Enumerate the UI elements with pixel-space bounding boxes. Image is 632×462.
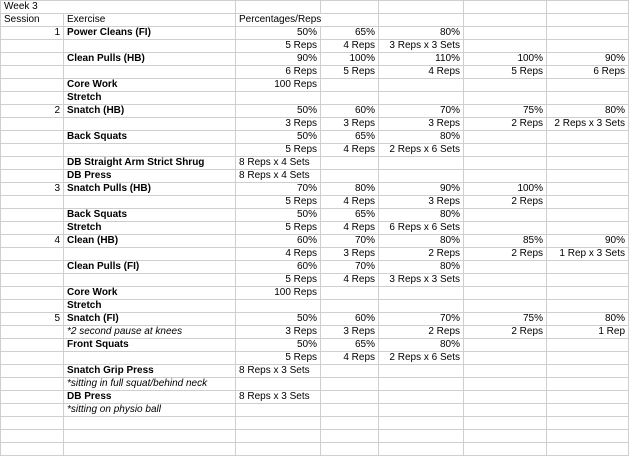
percent-reps-cell[interactable] (321, 378, 379, 391)
session-number-cell[interactable] (1, 118, 64, 131)
percent-reps-cell[interactable]: 50% (236, 105, 321, 118)
percent-reps-cell[interactable] (547, 417, 629, 430)
percent-reps-cell[interactable] (379, 300, 464, 313)
cell[interactable] (464, 1, 547, 14)
percent-reps-cell[interactable] (379, 430, 464, 443)
percent-reps-cell[interactable] (464, 144, 547, 157)
percent-reps-cell[interactable] (547, 79, 629, 92)
percent-reps-cell[interactable]: 6 Reps x 6 Sets (379, 222, 464, 235)
percent-reps-cell[interactable]: 80% (379, 339, 464, 352)
percent-reps-cell[interactable]: 2 Reps x 6 Sets (379, 352, 464, 365)
percent-reps-cell[interactable]: 80% (379, 209, 464, 222)
percent-reps-cell[interactable]: 100% (464, 183, 547, 196)
title-row (1, 1, 629, 14)
session-number-cell[interactable] (1, 209, 64, 222)
table-row (1, 235, 629, 248)
percent-reps-cell[interactable] (236, 417, 321, 430)
percent-reps-cell[interactable] (379, 378, 464, 391)
percent-reps-cell[interactable]: 100% (321, 53, 379, 66)
percent-reps-cell[interactable] (321, 170, 379, 183)
exercise-name-cell[interactable]: Core Work (64, 287, 236, 300)
percent-reps-cell[interactable] (236, 300, 321, 313)
table-row (1, 27, 629, 40)
percent-reps-cell[interactable] (236, 378, 321, 391)
percent-reps-cell[interactable]: 2 Reps (464, 196, 547, 209)
table-row (1, 144, 629, 157)
percent-reps-cell[interactable]: 2 Reps (464, 326, 547, 339)
percent-reps-cell[interactable]: 4 Reps (321, 274, 379, 287)
exercise-name-cell[interactable] (64, 66, 236, 79)
percent-reps-cell[interactable]: 2 Reps x 6 Sets (379, 144, 464, 157)
percent-reps-cell[interactable] (236, 92, 321, 105)
percent-reps-cell[interactable] (379, 287, 464, 300)
exercise-name-cell[interactable]: Stretch (64, 92, 236, 105)
percent-reps-cell[interactable] (547, 222, 629, 235)
percent-reps-cell[interactable] (321, 430, 379, 443)
exercise-name-cell[interactable]: Stretch (64, 300, 236, 313)
table-row (1, 261, 629, 274)
percent-reps-cell[interactable]: 3 Reps (321, 326, 379, 339)
exercise-name-cell[interactable]: Snatch (FI) (64, 313, 236, 326)
session-number-cell[interactable] (1, 430, 64, 443)
session-number-cell[interactable] (1, 92, 64, 105)
table-row (1, 378, 629, 391)
percent-reps-cell[interactable]: 5 Reps (236, 222, 321, 235)
percent-reps-cell[interactable]: 80% (547, 313, 629, 326)
percent-reps-cell[interactable] (321, 157, 379, 170)
percent-reps-cell[interactable]: 2 Reps (464, 118, 547, 131)
percent-reps-cell[interactable]: 4 Reps (321, 40, 379, 53)
percent-reps-cell[interactable]: 3 Reps (379, 196, 464, 209)
percent-reps-cell[interactable]: 3 Reps (321, 118, 379, 131)
cell[interactable] (321, 1, 379, 14)
percent-reps-cell[interactable] (547, 170, 629, 183)
session-number-cell[interactable] (1, 79, 64, 92)
percent-reps-cell[interactable] (547, 352, 629, 365)
table-row (1, 443, 629, 456)
table-row (1, 209, 629, 222)
percent-reps-cell[interactable]: 8 Reps x 4 Sets (236, 157, 321, 170)
percent-reps-cell[interactable] (547, 209, 629, 222)
percent-reps-cell[interactable] (379, 365, 464, 378)
percent-reps-cell[interactable]: 2 Reps (379, 248, 464, 261)
percent-reps-cell[interactable]: 5 Reps (236, 274, 321, 287)
percent-reps-cell[interactable] (464, 222, 547, 235)
header-row (1, 14, 629, 27)
percent-reps-cell[interactable]: 3 Reps (236, 118, 321, 131)
percent-reps-cell[interactable]: 1 Rep x 3 Sets (547, 248, 629, 261)
session-number-cell[interactable] (1, 326, 64, 339)
session-number-cell[interactable] (1, 40, 64, 53)
percent-reps-cell[interactable]: 3 Reps (379, 118, 464, 131)
percent-reps-cell[interactable] (547, 404, 629, 417)
percent-reps-cell[interactable] (547, 92, 629, 105)
percent-reps-cell[interactable]: 8 Reps x 4 Sets (236, 170, 321, 183)
exercise-name-cell[interactable]: Stretch (64, 222, 236, 235)
exercise-name-cell[interactable] (64, 144, 236, 157)
exercise-name-cell[interactable] (64, 352, 236, 365)
percent-reps-cell[interactable]: 6 Reps (547, 66, 629, 79)
percent-reps-cell[interactable]: 4 Reps (321, 222, 379, 235)
table-row (1, 391, 629, 404)
percent-reps-cell[interactable] (236, 443, 321, 456)
table-row (1, 274, 629, 287)
percent-reps-cell[interactable] (321, 443, 379, 456)
percent-reps-cell[interactable] (547, 157, 629, 170)
percent-reps-cell[interactable] (379, 92, 464, 105)
table-row (1, 131, 629, 144)
percent-reps-cell[interactable]: 50% (236, 209, 321, 222)
table-row (1, 326, 629, 339)
session-number-cell[interactable] (1, 131, 64, 144)
cell[interactable] (547, 1, 629, 14)
percent-reps-cell[interactable]: 5 Reps (236, 196, 321, 209)
percent-reps-cell[interactable] (547, 27, 629, 40)
exercise-name-cell[interactable]: Snatch (HB) (64, 105, 236, 118)
percent-reps-cell[interactable] (379, 443, 464, 456)
percent-reps-cell[interactable] (464, 170, 547, 183)
session-number-cell[interactable] (1, 66, 64, 79)
percent-reps-cell[interactable] (464, 352, 547, 365)
exercise-name-cell[interactable]: Core Work (64, 79, 236, 92)
exercise-name-cell[interactable]: DB Straight Arm Strict Shrug (64, 157, 236, 170)
session-number-cell[interactable] (1, 443, 64, 456)
percent-reps-cell[interactable]: 90% (379, 183, 464, 196)
percent-reps-cell[interactable]: 70% (321, 235, 379, 248)
percent-reps-cell[interactable]: 90% (547, 53, 629, 66)
percent-reps-cell[interactable]: 4 Reps (321, 196, 379, 209)
session-number-cell[interactable] (1, 274, 64, 287)
exercise-name-cell[interactable]: Snatch Grip Press (64, 365, 236, 378)
percent-reps-cell[interactable]: 65% (321, 27, 379, 40)
session-number-cell[interactable] (1, 391, 64, 404)
percent-reps-cell[interactable] (464, 209, 547, 222)
session-number-cell[interactable]: 2 (1, 105, 64, 118)
percent-reps-cell[interactable] (464, 365, 547, 378)
percent-reps-cell[interactable]: 80% (379, 261, 464, 274)
percent-reps-cell[interactable]: 3 Reps x 3 Sets (379, 40, 464, 53)
exercise-name-cell[interactable] (64, 443, 236, 456)
percent-reps-header[interactable]: Percentages/Reps (236, 14, 379, 27)
exercise-name-cell[interactable] (64, 118, 236, 131)
percent-reps-cell[interactable] (547, 287, 629, 300)
percent-reps-cell[interactable]: 8 Reps x 3 Sets (236, 365, 321, 378)
percent-reps-cell[interactable]: 65% (321, 131, 379, 144)
exercise-name-cell[interactable]: Front Squats (64, 339, 236, 352)
cell[interactable] (236, 1, 321, 14)
percent-reps-cell[interactable] (464, 430, 547, 443)
session-number-cell[interactable]: 5 (1, 313, 64, 326)
table-row (1, 417, 629, 430)
exercise-name-cell[interactable]: Snatch Pulls (HB) (64, 183, 236, 196)
percent-reps-cell[interactable]: 70% (321, 261, 379, 274)
percent-reps-cell[interactable] (464, 300, 547, 313)
percent-reps-cell[interactable] (464, 131, 547, 144)
percent-reps-cell[interactable] (236, 404, 321, 417)
sheet-title[interactable]: Week 3 (1, 1, 236, 14)
percent-reps-cell[interactable]: 5 Reps (236, 352, 321, 365)
table-row (1, 66, 629, 79)
percent-reps-cell[interactable] (379, 157, 464, 170)
session-number-cell[interactable] (1, 261, 64, 274)
session-number-cell[interactable] (1, 378, 64, 391)
exercise-note-cell[interactable]: *2 second pause at knees (64, 326, 236, 339)
exercise-name-cell[interactable]: DB Press (64, 170, 236, 183)
percent-reps-cell[interactable] (464, 157, 547, 170)
percent-reps-cell[interactable]: 80% (379, 131, 464, 144)
percent-reps-cell[interactable] (547, 131, 629, 144)
session-number-cell[interactable] (1, 196, 64, 209)
percent-reps-cell[interactable]: 6 Reps (236, 66, 321, 79)
percent-reps-cell[interactable] (547, 40, 629, 53)
percent-reps-cell[interactable] (464, 261, 547, 274)
percent-reps-cell[interactable]: 75% (464, 313, 547, 326)
percent-reps-cell[interactable] (547, 391, 629, 404)
percent-reps-cell[interactable]: 4 Reps (379, 66, 464, 79)
percent-reps-cell[interactable] (464, 404, 547, 417)
exercise-name-cell[interactable] (64, 417, 236, 430)
session-number-cell[interactable]: 1 (1, 27, 64, 40)
table-row (1, 79, 629, 92)
percent-reps-cell[interactable] (464, 287, 547, 300)
percent-reps-cell[interactable] (464, 443, 547, 456)
percent-reps-cell[interactable]: 3 Reps (236, 326, 321, 339)
percent-reps-cell[interactable]: 80% (321, 183, 379, 196)
percent-reps-cell[interactable]: 50% (236, 27, 321, 40)
session-number-cell[interactable] (1, 170, 64, 183)
percent-reps-cell[interactable]: 70% (379, 105, 464, 118)
table-row (1, 118, 629, 131)
cell[interactable] (547, 14, 629, 27)
percent-reps-cell[interactable]: 5 Reps (236, 40, 321, 53)
exercise-name-cell[interactable] (64, 274, 236, 287)
percent-reps-cell[interactable]: 80% (379, 27, 464, 40)
session-number-cell[interactable] (1, 248, 64, 261)
percent-reps-cell[interactable]: 110% (379, 53, 464, 66)
percent-reps-cell[interactable]: 5 Reps (321, 66, 379, 79)
session-number-cell[interactable] (1, 222, 64, 235)
percent-reps-cell[interactable]: 80% (547, 105, 629, 118)
cell[interactable] (379, 1, 464, 14)
session-number-cell[interactable] (1, 404, 64, 417)
percent-reps-cell[interactable] (464, 417, 547, 430)
percent-reps-cell[interactable]: 2 Reps (464, 248, 547, 261)
percent-reps-cell[interactable] (379, 404, 464, 417)
exercise-name-cell[interactable]: DB Press (64, 391, 236, 404)
percent-reps-cell[interactable]: 8 Reps x 3 Sets (236, 391, 321, 404)
percent-reps-cell[interactable] (547, 378, 629, 391)
percent-reps-cell[interactable] (547, 300, 629, 313)
percent-reps-cell[interactable] (379, 417, 464, 430)
session-number-cell[interactable] (1, 352, 64, 365)
table-row (1, 248, 629, 261)
percent-reps-cell[interactable] (547, 261, 629, 274)
table-row (1, 222, 629, 235)
percent-reps-cell[interactable] (321, 404, 379, 417)
percent-reps-cell[interactable] (464, 27, 547, 40)
session-number-cell[interactable] (1, 365, 64, 378)
percent-reps-cell[interactable] (236, 430, 321, 443)
exercise-name-cell[interactable] (64, 196, 236, 209)
exercise-name-cell[interactable]: Back Squats (64, 209, 236, 222)
percent-reps-cell[interactable] (321, 79, 379, 92)
percent-reps-cell[interactable] (547, 274, 629, 287)
percent-reps-cell[interactable]: 75% (464, 105, 547, 118)
percent-reps-cell[interactable] (379, 170, 464, 183)
percent-reps-cell[interactable]: 50% (236, 131, 321, 144)
percent-reps-cell[interactable] (464, 79, 547, 92)
table-row (1, 40, 629, 53)
percent-reps-cell[interactable]: 100% (464, 53, 547, 66)
session-number-cell[interactable] (1, 157, 64, 170)
percent-reps-cell[interactable]: 60% (236, 235, 321, 248)
table-row (1, 92, 629, 105)
percent-reps-cell[interactable] (547, 365, 629, 378)
percent-reps-cell[interactable] (321, 287, 379, 300)
cell[interactable] (379, 14, 464, 27)
exercise-name-cell[interactable] (64, 40, 236, 53)
session-number-cell[interactable] (1, 339, 64, 352)
session-number-cell[interactable]: 4 (1, 235, 64, 248)
table-row (1, 339, 629, 352)
percent-reps-cell[interactable]: 100 Reps (236, 287, 321, 300)
percent-reps-cell[interactable]: 90% (236, 53, 321, 66)
percent-reps-cell[interactable]: 60% (321, 105, 379, 118)
session-number-cell[interactable] (1, 144, 64, 157)
exercise-note-cell[interactable]: *sitting in full squat/behind neck (64, 378, 236, 391)
table-row (1, 196, 629, 209)
exercise-name-cell[interactable]: Clean Pulls (HB) (64, 53, 236, 66)
table-row (1, 313, 629, 326)
session-number-cell[interactable] (1, 300, 64, 313)
percent-reps-cell[interactable] (464, 378, 547, 391)
percent-reps-cell[interactable]: 3 Reps x 3 Sets (379, 274, 464, 287)
exercise-name-cell[interactable]: Back Squats (64, 131, 236, 144)
table-row (1, 287, 629, 300)
percent-reps-cell[interactable]: 85% (464, 235, 547, 248)
table-row (1, 300, 629, 313)
percent-reps-cell[interactable]: 65% (321, 339, 379, 352)
percent-reps-cell[interactable]: 5 Reps (236, 144, 321, 157)
percent-reps-cell[interactable]: 70% (379, 313, 464, 326)
percent-reps-cell[interactable]: 2 Reps x 3 Sets (547, 118, 629, 131)
percent-reps-cell[interactable] (547, 183, 629, 196)
percent-reps-cell[interactable]: 2 Reps (379, 326, 464, 339)
percent-reps-cell[interactable] (464, 274, 547, 287)
exercise-note-cell[interactable]: *sitting on physio ball (64, 404, 236, 417)
percent-reps-cell[interactable] (321, 417, 379, 430)
percent-reps-cell[interactable]: 1 Rep (547, 326, 629, 339)
percent-reps-cell[interactable]: 90% (547, 235, 629, 248)
session-number-cell[interactable] (1, 53, 64, 66)
percent-reps-cell[interactable] (379, 79, 464, 92)
percent-reps-cell[interactable] (464, 92, 547, 105)
session-number-cell[interactable] (1, 287, 64, 300)
percent-reps-cell[interactable] (547, 443, 629, 456)
percent-reps-cell[interactable]: 5 Reps (464, 66, 547, 79)
percent-reps-cell[interactable]: 4 Reps (321, 352, 379, 365)
session-header[interactable]: Session (1, 14, 64, 27)
percent-reps-cell[interactable]: 50% (236, 339, 321, 352)
exercise-name-cell[interactable]: Power Cleans (FI) (64, 27, 236, 40)
table-row (1, 170, 629, 183)
table-row (1, 105, 629, 118)
table-row (1, 404, 629, 417)
percent-reps-cell[interactable] (464, 339, 547, 352)
exercise-name-cell[interactable]: Clean Pulls (FI) (64, 261, 236, 274)
percent-reps-cell[interactable] (321, 300, 379, 313)
percent-reps-cell[interactable]: 100 Reps (236, 79, 321, 92)
percent-reps-cell[interactable] (547, 196, 629, 209)
percent-reps-cell[interactable]: 50% (236, 313, 321, 326)
cell[interactable] (464, 14, 547, 27)
percent-reps-cell[interactable] (321, 391, 379, 404)
percent-reps-cell[interactable]: 3 Reps (321, 248, 379, 261)
percent-reps-cell[interactable] (547, 144, 629, 157)
percent-reps-cell[interactable] (321, 365, 379, 378)
percent-reps-cell[interactable] (464, 40, 547, 53)
percent-reps-cell[interactable]: 80% (379, 235, 464, 248)
percent-reps-cell[interactable] (321, 92, 379, 105)
percent-reps-cell[interactable] (547, 430, 629, 443)
percent-reps-cell[interactable] (379, 391, 464, 404)
percent-reps-cell[interactable]: 60% (236, 261, 321, 274)
session-number-cell[interactable] (1, 417, 64, 430)
table-row (1, 53, 629, 66)
exercise-name-cell[interactable] (64, 248, 236, 261)
percent-reps-cell[interactable]: 4 Reps (321, 144, 379, 157)
table-row (1, 157, 629, 170)
percent-reps-cell[interactable]: 65% (321, 209, 379, 222)
percent-reps-cell[interactable]: 4 Reps (236, 248, 321, 261)
percent-reps-cell[interactable] (464, 391, 547, 404)
percent-reps-cell[interactable]: 70% (236, 183, 321, 196)
table-row (1, 430, 629, 443)
exercise-name-cell[interactable] (64, 430, 236, 443)
table-row (1, 365, 629, 378)
session-number-cell[interactable]: 3 (1, 183, 64, 196)
percent-reps-cell[interactable] (547, 339, 629, 352)
exercise-header[interactable]: Exercise (64, 14, 236, 27)
table-row (1, 352, 629, 365)
percent-reps-cell[interactable]: 60% (321, 313, 379, 326)
table-row (1, 183, 629, 196)
exercise-name-cell[interactable]: Clean (HB) (64, 235, 236, 248)
